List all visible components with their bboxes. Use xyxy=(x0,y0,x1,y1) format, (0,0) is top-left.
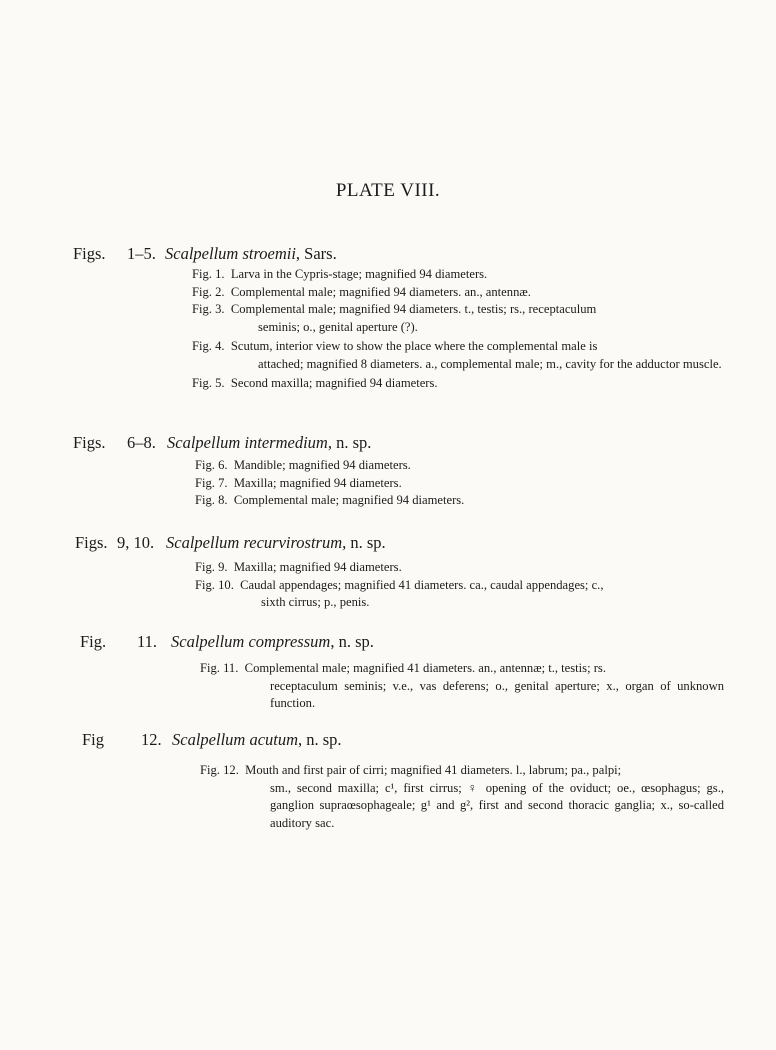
species-authority: , Sars. xyxy=(295,244,337,263)
fig-caption-continued: sixth cirrus; p., penis. xyxy=(261,595,370,609)
figure-entry xyxy=(200,660,724,713)
species-name: Scalpellum stroemii xyxy=(165,244,296,263)
fig-caption: Caudal appendages; magnified 41 diameters. ca., caudal appendages; c., xyxy=(240,577,604,592)
fig-number: Fig. 6. xyxy=(195,458,228,472)
fig-caption: Mandible; magnified 94 diameters. xyxy=(233,458,411,472)
fig-number: Fig. 10. xyxy=(195,577,234,592)
figure-entry xyxy=(192,375,724,393)
fig-caption: Larva in the Cypris-stage; magnified 94 diameters. xyxy=(230,267,488,281)
figs-label: Fig xyxy=(82,730,105,749)
species-authority: , n. sp. xyxy=(342,533,386,552)
species-authority: , n. sp. xyxy=(327,433,372,452)
fig-caption: Complemental male; magnified 94 diameters. t., testis; rs., receptaculum xyxy=(230,302,597,316)
figure-list xyxy=(200,762,724,832)
group-heading xyxy=(0,533,776,557)
fig-caption: Mouth and first pair of cirri; magnified 41 diameters. l., labrum; pa., palpi; xyxy=(245,763,622,777)
figure-group xyxy=(0,533,776,609)
group-heading xyxy=(0,632,776,656)
species-authority: , n. sp. xyxy=(330,632,374,651)
figure-entry xyxy=(195,457,724,475)
figure-group xyxy=(0,433,776,507)
figs-range: 12. xyxy=(141,730,162,749)
fig-caption: Complemental male; magnified 41 diameters. an., antennæ; t., testis; rs. xyxy=(244,661,606,675)
species-heading xyxy=(171,632,374,652)
figure-entry xyxy=(192,301,724,336)
fig-number: Fig. 11. xyxy=(200,661,239,675)
fig-number: Fig. 12. xyxy=(200,763,239,777)
figure-entry xyxy=(195,492,724,510)
figure-entry xyxy=(195,559,724,577)
figure-entry xyxy=(192,266,724,284)
fig-number: Fig. 2. xyxy=(192,284,225,299)
figure-group xyxy=(0,730,776,830)
species-name: Scalpellum acutum xyxy=(172,730,299,749)
fig-number: Fig. 9. xyxy=(195,560,228,574)
species-name: Scalpellum intermedium xyxy=(167,433,328,452)
fig-caption: Complemental male; magnified 94 diameters. xyxy=(233,493,465,507)
fig-number: Fig. 5. xyxy=(192,376,225,390)
figure-entry xyxy=(192,338,724,373)
fig-number: Fig. 3. xyxy=(192,302,225,316)
figure-entry xyxy=(195,577,724,612)
fig-caption: Second maxilla; magnified 94 diameters. xyxy=(230,376,438,390)
fig-caption-continued: receptaculum seminis; v.e., vas deferens; o., genital aperture; x., organ of unknown function. xyxy=(270,678,724,710)
figs-range: 1–5. xyxy=(127,244,156,263)
fig-number: Fig. 8. xyxy=(195,493,228,507)
species-name: Scalpellum compressum xyxy=(171,632,331,651)
fig-caption: Maxilla; magnified 94 diameters. xyxy=(233,560,402,574)
figure-group xyxy=(0,244,776,390)
species-heading xyxy=(167,433,371,453)
figure-list xyxy=(195,559,724,612)
figure-group xyxy=(0,632,776,710)
figs-label: Figs. xyxy=(73,433,106,452)
group-heading xyxy=(0,433,776,457)
figs-label: Figs. xyxy=(75,533,108,552)
figure-entry xyxy=(195,475,724,493)
figure-list xyxy=(195,457,724,510)
plate-title: PLATE VIII. xyxy=(335,180,441,201)
species-heading xyxy=(172,730,342,750)
fig-caption: Scutum, interior view to show the place where the complemental male is xyxy=(230,339,598,353)
fig-number: Fig. 1. xyxy=(192,267,225,281)
species-authority: , n. sp. xyxy=(298,730,342,749)
species-heading xyxy=(165,244,337,264)
figs-range: 9, 10. xyxy=(117,533,155,552)
figs-range: 11. xyxy=(137,632,158,651)
figs-range: 6–8. xyxy=(127,433,156,452)
figure-entry xyxy=(200,762,724,832)
fig-caption: Maxilla; magnified 94 diameters. xyxy=(233,475,402,490)
species-heading xyxy=(166,533,386,553)
fig-caption: Complemental male; magnified 94 diameters. an., antennæ. xyxy=(230,284,531,299)
fig-caption-continued: sm., second maxilla; c¹, first cirrus; ♀ opening of the oviduct; oe., œsophagus; gs., ganglion supraœsophageale; g¹ and g², first and second thoracic ganglia; x., so-called auditory sac. xyxy=(270,780,724,830)
group-heading xyxy=(0,244,776,268)
group-heading xyxy=(0,730,776,754)
fig-caption-continued: seminis; o., genital aperture (?). xyxy=(258,319,418,334)
species-name: Scalpellum recurvirostrum xyxy=(166,533,343,552)
figure-list xyxy=(200,660,724,713)
figure-list xyxy=(192,266,724,393)
figs-label: Fig. xyxy=(80,632,107,651)
fig-number: Fig. 4. xyxy=(192,339,225,353)
figs-label: Figs. xyxy=(73,244,106,263)
fig-number: Fig. 7. xyxy=(195,475,228,490)
fig-caption-continued: attached; magnified 8 diameters. a., complemental male; m., cavity for the adductor muscle. xyxy=(258,356,722,371)
figure-entry xyxy=(192,284,724,302)
